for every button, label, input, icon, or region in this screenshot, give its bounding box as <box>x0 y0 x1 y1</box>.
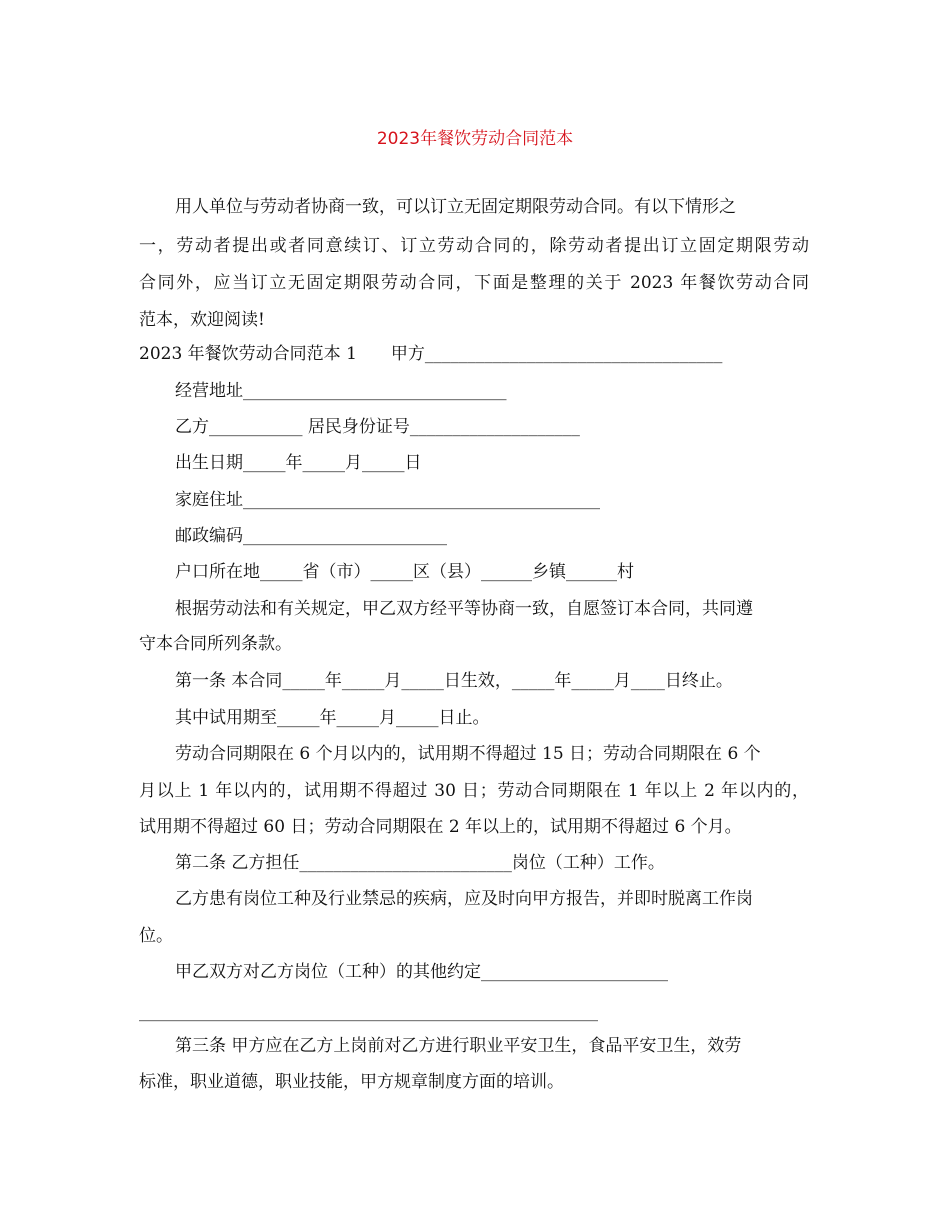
party-b-id-field: 乙方___________ 居民身份证号____________________ <box>175 417 580 437</box>
probation-rule-line-1: 劳动合同期限在 6 个月以内的，试用期不得超过 15 日；劳动合同期限在 6 个 <box>175 744 761 764</box>
probation-rule-line-3: 试用期不得超过 60 日；劳动合同期限在 2 年以上的，试用期不得超过 6 个月。 <box>139 817 742 837</box>
intro-line-4: 范本，欢迎阅读! <box>139 310 265 330</box>
article-three-line-1: 第三条 甲方应在乙方上岗前对乙方进行职业平安卫生，食品平安卫生，效劳 <box>175 1036 742 1056</box>
probation-period: 其中试用期至_____年_____月_____日止。 <box>175 708 490 728</box>
intro-line-3: 合同外，应当订立无固定期限劳动合同，下面是整理的关于 2023 年餐饮劳动合同 <box>139 273 809 293</box>
business-address-field: 经营地址_______________________________ <box>175 381 507 401</box>
household-registration-field: 户口所在地_____省（市）_____区（县）______乡镇______村 <box>175 562 634 582</box>
clause-basis-line-1: 根据劳动法和有关规定，甲乙双方经平等协商一致，自愿签订本合同，共同遵 <box>175 599 753 619</box>
other-agreements-field: 甲乙双方对乙方岗位（工种）的其他约定______________________ <box>175 962 668 982</box>
article-one-term: 第一条 本合同_____年_____月_____日生效，_____年_____月____日终止。 <box>175 671 733 691</box>
document-title: 2023年餐饮劳动合同范本 <box>376 129 574 149</box>
intro-line-1: 用人单位与劳动者协商一致，可以订立无固定期限劳动合同。有以下情形之 <box>175 197 736 217</box>
contract-heading-party-a: 2023 年餐饮劳动合同范本 1 甲方___________________________________ <box>139 344 723 364</box>
article-three-line-2: 标准，职业道德，职业技能，甲方规章制度方面的培训。 <box>139 1072 564 1092</box>
illness-report-line-1: 乙方患有岗位工种及行业禁忌的疾病，应及时向甲方报告，并即时脱离工作岗 <box>175 889 753 909</box>
article-two-position: 第二条 乙方担任_________________________岗位（工种）工作。 <box>175 853 665 873</box>
home-address-field: 家庭住址__________________________________________ <box>175 490 600 510</box>
clause-basis-line-2: 守本合同所列条款。 <box>139 634 292 654</box>
probation-rule-line-2: 月以上 1 年以内的，试用期不得超过 30 日；劳动合同期限在 1 年以上 2 年以内的， <box>139 781 809 801</box>
intro-line-2: 一，劳动者提出或者同意续订、订立劳动合同的，除劳动者提出订立固定期限劳动 <box>139 236 809 256</box>
birth-date-field: 出生日期_____年_____月_____日 <box>175 453 422 473</box>
illness-report-line-2: 位。 <box>139 926 173 946</box>
other-agreements-blank-line: ______________________________________________________ <box>139 1002 598 1022</box>
postal-code-field: 邮政编码________________________ <box>175 526 447 546</box>
